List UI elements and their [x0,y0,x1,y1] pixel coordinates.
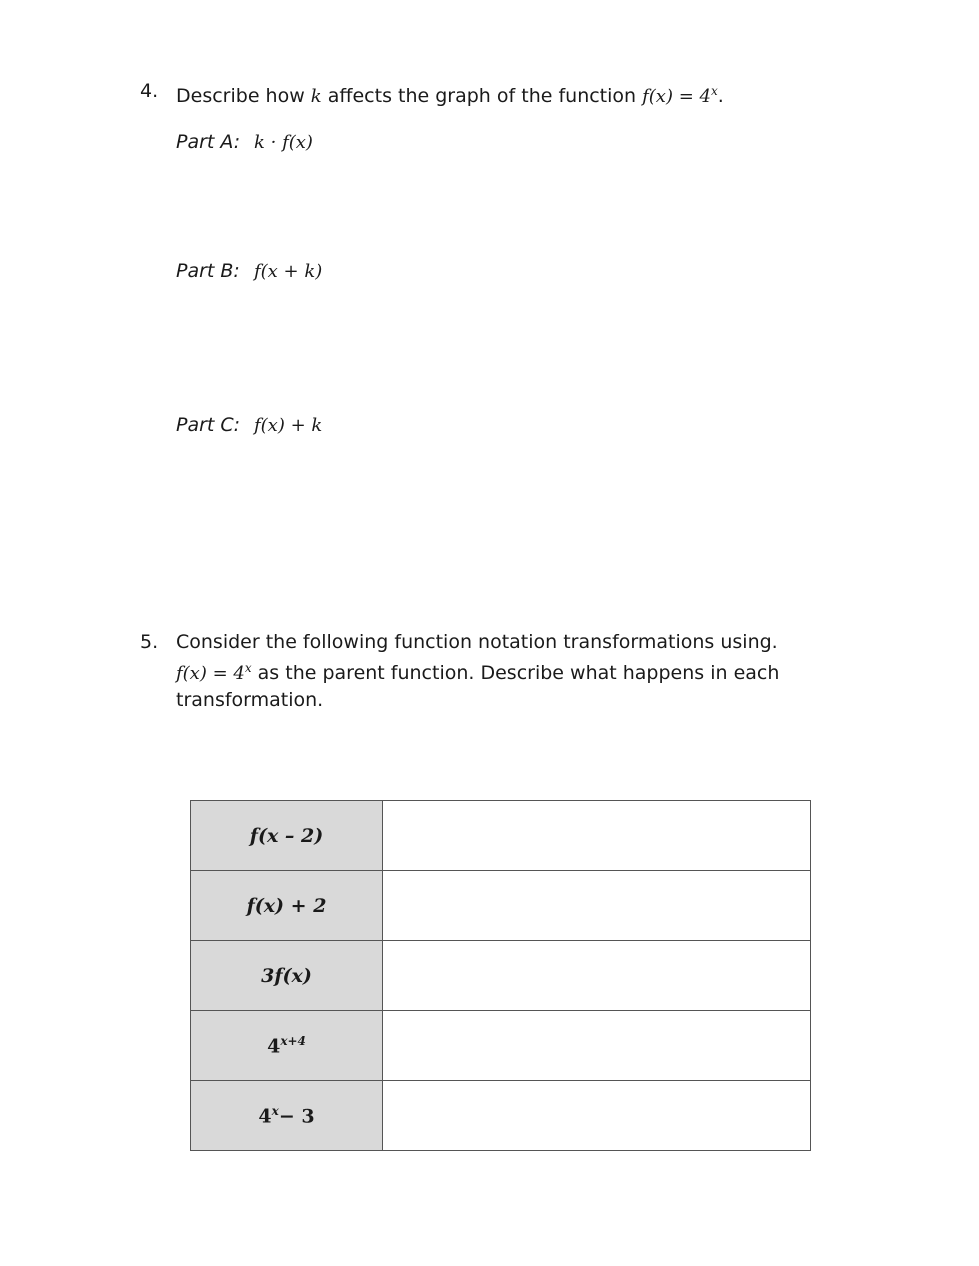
part-a-expression: k · f(x) [254,132,313,153]
expr-exponent: x+4 [280,1033,306,1048]
table-row [191,1011,811,1081]
q4-function [642,86,718,107]
question-5-number: 5. [140,631,159,653]
answer-cell[interactable] [383,941,811,1011]
table-row [191,941,811,1011]
q5-line2-rest: as the parent function. Describe what happens in each transformation. [176,662,780,711]
answer-cell[interactable] [383,1081,811,1151]
part-a [176,129,313,156]
expr-base: 4 [267,1035,281,1058]
answer-cell[interactable] [383,1011,811,1081]
question-4-number: 4. [140,80,159,102]
q4-text-end: . [717,85,724,107]
expr-exponent: x [271,1103,279,1118]
part-b-label: Part B: [176,260,240,282]
question-5-prompt [176,629,836,713]
table-row [191,871,811,941]
question-4-prompt [176,78,724,110]
part-b-expression: f(x + k) [254,261,323,282]
expr-suffix: − 3 [278,1105,315,1128]
q4-function-exponent: x [710,84,718,98]
part-b [176,258,322,285]
transformations-table [190,800,811,1151]
part-c-label: Part C: [176,414,241,436]
part-a-label: Part A: [176,131,241,153]
q5-line1: Consider the following function notation transformations using. [176,631,778,653]
expr-base: f(x – 2) [249,824,324,847]
q5-function [176,663,252,684]
transformation-expression [191,941,383,1011]
q5-function-exponent: x [244,661,252,675]
q4-text-before: Describe how [176,85,311,107]
expr-base: 4 [258,1105,272,1128]
q4-var-k: k [310,86,322,107]
transformation-expression [191,801,383,871]
answer-cell[interactable] [383,801,811,871]
expr-base: 3f(x) [261,964,312,987]
transformation-expression [191,871,383,941]
transformation-expression [191,1081,383,1151]
part-c-expression: f(x) + k [254,415,323,436]
q4-function-base: f(x) = 4 [642,86,711,107]
table-row [191,1081,811,1151]
transformation-expression [191,1011,383,1081]
expr-base: f(x) + 2 [246,894,327,917]
part-c [176,412,322,439]
table-row [191,801,811,871]
q4-text-middle: affects the graph of the function [321,85,643,107]
q5-function-base: f(x) = 4 [176,663,245,684]
answer-cell[interactable] [383,871,811,941]
